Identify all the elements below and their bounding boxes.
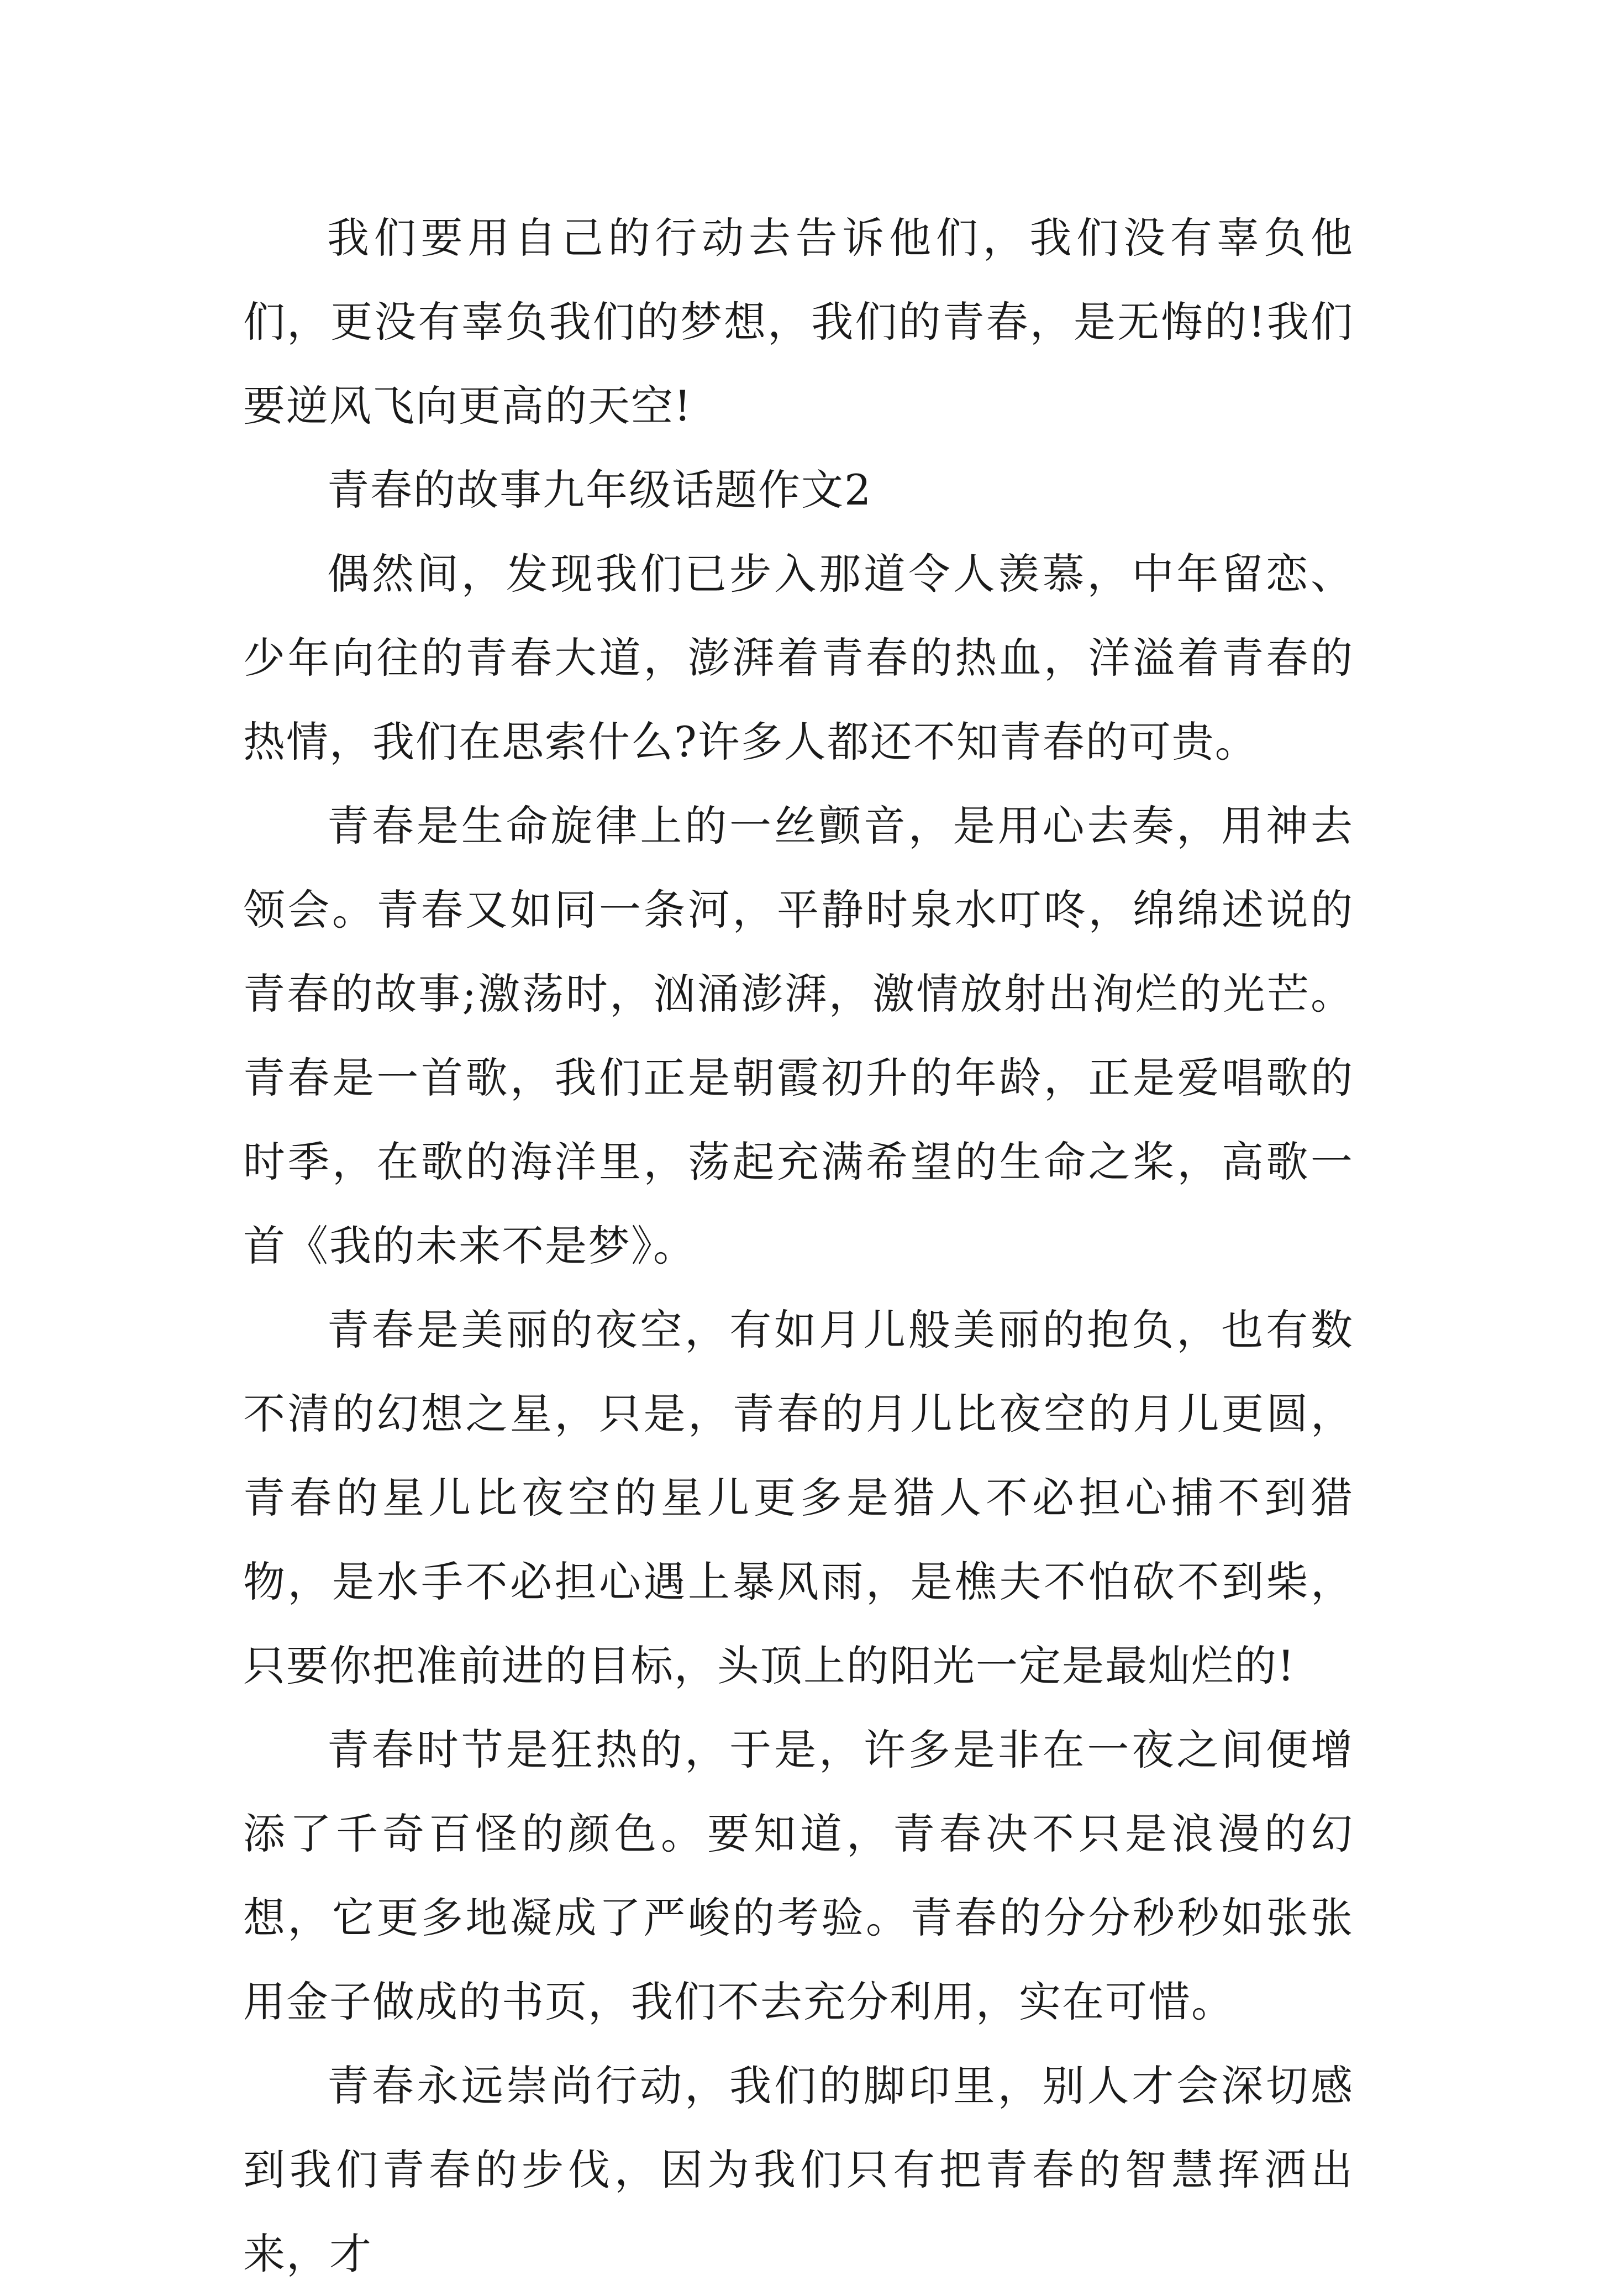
paragraph-1: 我们要用自己的行动去告诉他们，我们没有辜负他们，更没有辜负我们的梦想，我们的青春，是无悔的!我们要逆风飞向更高的天空! — [243, 213, 1354, 430]
paragraph-4: 青春是美丽的夜空，有如月儿般美丽的抱负，也有数不清的幻想之星，只是，青春的月儿比夜空的月儿更圆，青春的星儿比夜空的星儿更多是猎人不必担心捕不到猎物，是水手不必担心遇上暴风雨，是樵夫不怕砍不到柴，只要你把准前进的目标，头顶上的阳光一定是最灿烂的! — [243, 1305, 1354, 1690]
paragraph-3: 青春是生命旋律上的一丝颤音，是用心去奏，用神去领会。青春又如同一条河，平静时泉水叮咚，绵绵述说的青春的故事;激荡时，汹涌澎湃，激情放射出洵烂的光芒。青春是一首歌，我们正是朝霞初升的年龄，正是爱唱歌的时季，在歌的海洋里，荡起充满希望的生命之桨，高歌一首《我的未来不是梦》。 — [243, 801, 1354, 1270]
document-body — [243, 196, 1354, 2296]
paragraph-6: 青春永远崇尚行动，我们的脚印里，别人才会深切感到我们青春的步伐，因为我们只有把青春的智慧挥洒出来，才 — [243, 2061, 1354, 2278]
paragraph-5: 青春时节是狂热的，于是，许多是非在一夜之间便增添了千奇百怪的颜色。要知道，青春决不只是浪漫的幻想，它更多地凝成了严峻的考验。青春的分分秒秒如张张用金子做成的书页，我们不去充分利用，实在可惜。 — [243, 1725, 1354, 2026]
section-title: 青春的故事九年级话题作文2 — [327, 465, 872, 514]
paragraph-2: 偶然间，发现我们已步入那道令人羡慕，中年留恋、少年向往的青春大道，澎湃着青春的热血，洋溢着青春的热情，我们在思索什么?许多人都还不知青春的可贵。 — [243, 549, 1354, 766]
